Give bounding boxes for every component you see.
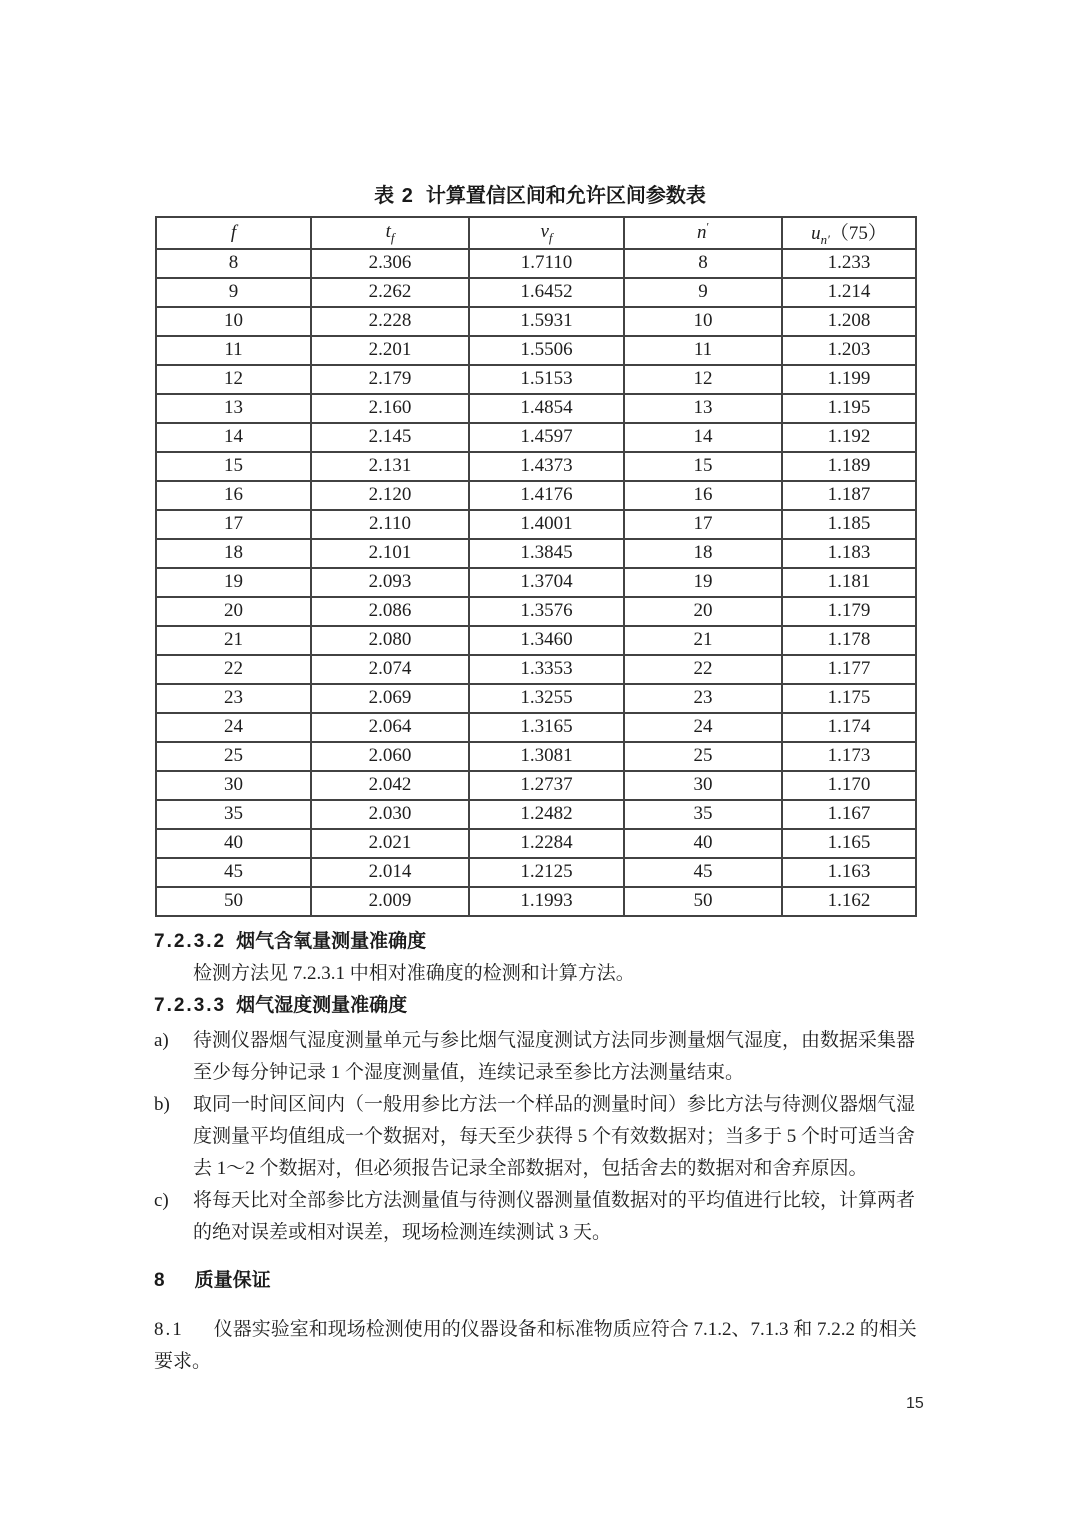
table-cell: 1.4001 xyxy=(469,510,624,539)
table-cell: 1.185 xyxy=(782,510,916,539)
table-cell: 12 xyxy=(624,365,782,394)
table-row xyxy=(156,800,916,829)
table-cell: 45 xyxy=(624,858,782,887)
table-row xyxy=(156,655,916,684)
table-cell: 2.145 xyxy=(311,423,469,452)
table-cell: 2.101 xyxy=(311,539,469,568)
table-cell: 50 xyxy=(624,887,782,916)
table-cell: 1.5931 xyxy=(469,307,624,336)
table-cell: 21 xyxy=(624,626,782,655)
table-cell: 2.201 xyxy=(311,336,469,365)
table-cell: 1.3460 xyxy=(469,626,624,655)
table-cell: 16 xyxy=(624,481,782,510)
list-item-text: 取同一时间区间内（一般用参比方法一个样品的测量时间）参比方法与待测仪器烟气湿度测量平均值组成一个数据对，每天至少获得 5 个有效数据对；当多于 5 个时可适当舍去 1～2 个数据对，但必须报告记录全部数据对，包括舍去的数据对和舍弃原因。 xyxy=(193,1093,916,1179)
table-cell: 1.3081 xyxy=(469,742,624,771)
table-row xyxy=(156,510,916,539)
table-cell: 1.192 xyxy=(782,423,916,452)
table-cell: 1.173 xyxy=(782,742,916,771)
section-number: 8 xyxy=(154,1269,167,1291)
header-v-symbol: v xyxy=(540,220,549,242)
table-cell: 23 xyxy=(624,684,782,713)
table-cell: 1.174 xyxy=(782,713,916,742)
table-cell: 2.030 xyxy=(311,800,469,829)
table-body xyxy=(156,249,916,916)
table-cell: 1.4176 xyxy=(469,481,624,510)
section-number: 7.2.3.3 xyxy=(154,994,227,1016)
table-cell: 2.306 xyxy=(311,249,469,278)
table-cell: 1.3165 xyxy=(469,713,624,742)
header-u-symbol: u xyxy=(811,223,821,244)
table-cell: 8 xyxy=(156,249,311,278)
table-cell: 1.195 xyxy=(782,394,916,423)
table-row xyxy=(156,365,916,394)
table-cell: 24 xyxy=(624,713,782,742)
table-cell: 45 xyxy=(156,858,311,887)
column-header-tf xyxy=(311,217,469,249)
table-cell: 1.208 xyxy=(782,307,916,336)
table-cell: 1.233 xyxy=(782,249,916,278)
table-cell: 19 xyxy=(156,568,311,597)
table-cell: 16 xyxy=(156,481,311,510)
table-cell: 2.086 xyxy=(311,597,469,626)
table-cell: 2.021 xyxy=(311,829,469,858)
table-cell: 9 xyxy=(624,278,782,307)
table-cell: 2.093 xyxy=(311,568,469,597)
table-row xyxy=(156,887,916,916)
table-cell: 30 xyxy=(624,771,782,800)
section-title: 烟气湿度测量准确度 xyxy=(236,994,408,1016)
table-row xyxy=(156,481,916,510)
table-cell: 35 xyxy=(156,800,311,829)
table-cell: 40 xyxy=(156,829,311,858)
table-cell: 50 xyxy=(156,887,311,916)
table-row xyxy=(156,597,916,626)
table-cell: 13 xyxy=(624,394,782,423)
table-row xyxy=(156,742,916,771)
table-cell: 21 xyxy=(156,626,311,655)
table-cell: 1.187 xyxy=(782,481,916,510)
table-cell: 1.183 xyxy=(782,539,916,568)
table-row xyxy=(156,539,916,568)
table-row xyxy=(156,423,916,452)
table-cell: 1.177 xyxy=(782,655,916,684)
table-cell: 1.3845 xyxy=(469,539,624,568)
header-n-prime-mark: ′ xyxy=(706,220,710,234)
table-cell: 22 xyxy=(156,655,311,684)
list-item-c xyxy=(154,1185,922,1249)
table-cell: 14 xyxy=(156,423,311,452)
paragraph-8-1 xyxy=(154,1314,922,1378)
table-row xyxy=(156,568,916,597)
table-cell: 2.228 xyxy=(311,307,469,336)
table-cell: 17 xyxy=(624,510,782,539)
table-cell: 1.170 xyxy=(782,771,916,800)
section-number: 7.2.3.2 xyxy=(154,930,227,952)
table-cell: 19 xyxy=(624,568,782,597)
list-item-b xyxy=(154,1089,922,1185)
table-cell: 2.064 xyxy=(311,713,469,742)
table-cell: 1.178 xyxy=(782,626,916,655)
header-n-symbol: n xyxy=(696,221,707,243)
table-cell: 2.014 xyxy=(311,858,469,887)
table-cell: 2.110 xyxy=(311,510,469,539)
table-cell: 1.7110 xyxy=(469,249,624,278)
table-cell: 1.1993 xyxy=(469,887,624,916)
table-cell: 1.4597 xyxy=(469,423,624,452)
table-cell: 2.074 xyxy=(311,655,469,684)
section-heading-7-2-3-3 xyxy=(154,990,922,1022)
table-row xyxy=(156,771,916,800)
table-row xyxy=(156,713,916,742)
table-cell: 8 xyxy=(624,249,782,278)
table-cell: 9 xyxy=(156,278,311,307)
table-cell: 2.179 xyxy=(311,365,469,394)
table-cell: 1.2284 xyxy=(469,829,624,858)
table-row xyxy=(156,452,916,481)
table-row xyxy=(156,626,916,655)
table-cell: 1.3576 xyxy=(469,597,624,626)
table-cell: 1.162 xyxy=(782,887,916,916)
table-cell: 13 xyxy=(156,394,311,423)
table-cell: 15 xyxy=(624,452,782,481)
table-cell: 2.131 xyxy=(311,452,469,481)
table-cell: 2.069 xyxy=(311,684,469,713)
column-header-f xyxy=(156,217,311,249)
table-cell: 2.009 xyxy=(311,887,469,916)
column-header-n-prime xyxy=(624,217,782,249)
table-cell: 2.120 xyxy=(311,481,469,510)
table-cell: 1.4854 xyxy=(469,394,624,423)
header-u-paren: （75） xyxy=(829,223,887,244)
table-cell: 1.189 xyxy=(782,452,916,481)
paragraph-7-2-3-2: 检测方法见 7.2.3.1 中相对准确度的检测和计算方法。 xyxy=(193,962,635,984)
table-cell: 1.3353 xyxy=(469,655,624,684)
confidence-interval-parameters-table xyxy=(155,216,917,917)
lettered-list xyxy=(154,1025,922,1249)
section-title: 烟气含氧量测量准确度 xyxy=(236,930,427,952)
list-item-label: a) xyxy=(154,1029,169,1051)
table-cell: 1.165 xyxy=(782,829,916,858)
table-cell: 14 xyxy=(624,423,782,452)
list-item-label: b) xyxy=(154,1093,170,1115)
table-cell: 1.179 xyxy=(782,597,916,626)
table-cell: 2.042 xyxy=(311,771,469,800)
table-cell: 18 xyxy=(624,539,782,568)
table-row xyxy=(156,829,916,858)
table-cell: 17 xyxy=(156,510,311,539)
table-cell: 2.262 xyxy=(311,278,469,307)
document-body xyxy=(154,926,922,1378)
table-caption-title: 计算置信区间和允许区间参数表 xyxy=(425,185,706,207)
table-cell: 1.199 xyxy=(782,365,916,394)
header-v-subscript: f xyxy=(548,229,553,245)
table-cell: 1.175 xyxy=(782,684,916,713)
table-cell: 1.203 xyxy=(782,336,916,365)
table-cell: 1.163 xyxy=(782,858,916,887)
table-cell: 1.3704 xyxy=(469,568,624,597)
list-item-text: 将每天比对全部参比方法测量值与待测仪器测量值数据对的平均值进行比较，计算两者的绝对误差或相对误差，现场检测连续测试 3 天。 xyxy=(193,1189,916,1243)
table-caption xyxy=(0,0,1080,206)
table-cell: 40 xyxy=(624,829,782,858)
table-cell: 1.214 xyxy=(782,278,916,307)
section-title: 质量保证 xyxy=(194,1269,271,1291)
table-row xyxy=(156,858,916,887)
table-caption-number: 表 2 xyxy=(374,185,414,207)
table-cell: 22 xyxy=(624,655,782,684)
list-item-text: 待测仪器烟气湿度测量单元与参比烟气湿度测试方法同步测量烟气湿度，由数据采集器至少每分钟记录 1 个湿度测量值，连续记录至参比方法测量结束。 xyxy=(193,1029,916,1083)
table-cell: 2.080 xyxy=(311,626,469,655)
table-cell: 10 xyxy=(624,307,782,336)
table-cell: 25 xyxy=(624,742,782,771)
section-heading-7-2-3-2 xyxy=(154,926,922,958)
table-cell: 1.5506 xyxy=(469,336,624,365)
table-cell: 20 xyxy=(156,597,311,626)
table-cell: 1.2482 xyxy=(469,800,624,829)
table-row xyxy=(156,684,916,713)
column-header-vf xyxy=(469,217,624,249)
table-cell: 23 xyxy=(156,684,311,713)
table-cell: 18 xyxy=(156,539,311,568)
clause-number: 8.1 xyxy=(154,1318,184,1340)
page-number: 15 xyxy=(906,1395,924,1412)
table-cell: 2.160 xyxy=(311,394,469,423)
header-f-symbol: f xyxy=(230,221,237,243)
table-cell: 11 xyxy=(624,336,782,365)
table-cell: 24 xyxy=(156,713,311,742)
table-cell: 30 xyxy=(156,771,311,800)
table-cell: 1.5153 xyxy=(469,365,624,394)
table-cell: 1.6452 xyxy=(469,278,624,307)
table-cell: 2.060 xyxy=(311,742,469,771)
table-row xyxy=(156,278,916,307)
table-row xyxy=(156,336,916,365)
table-header-row xyxy=(156,217,916,249)
table-cell: 1.2737 xyxy=(469,771,624,800)
table-cell: 11 xyxy=(156,336,311,365)
clause-text: 仪器实验室和现场检测使用的仪器设备和标准物质应符合 7.1.2、7.1.3 和 7.2.2 的相关要求。 xyxy=(154,1318,917,1372)
table-row xyxy=(156,307,916,336)
table-cell: 1.2125 xyxy=(469,858,624,887)
list-item-a xyxy=(154,1025,922,1089)
table-cell: 1.3255 xyxy=(469,684,624,713)
table-row xyxy=(156,394,916,423)
table-cell: 1.4373 xyxy=(469,452,624,481)
table-row xyxy=(156,249,916,278)
table-cell: 15 xyxy=(156,452,311,481)
table-cell: 12 xyxy=(156,365,311,394)
column-header-un-75 xyxy=(782,217,916,249)
list-item-label: c) xyxy=(154,1189,169,1211)
header-t-subscript: f xyxy=(390,229,395,245)
table-cell: 1.181 xyxy=(782,568,916,597)
table-cell: 20 xyxy=(624,597,782,626)
table-cell: 1.167 xyxy=(782,800,916,829)
section-heading-8 xyxy=(154,1265,922,1297)
header-u-subscript: n′ xyxy=(820,231,830,247)
header-t-symbol: t xyxy=(385,220,391,242)
table-cell: 10 xyxy=(156,307,311,336)
table-cell: 25 xyxy=(156,742,311,771)
table-cell: 35 xyxy=(624,800,782,829)
